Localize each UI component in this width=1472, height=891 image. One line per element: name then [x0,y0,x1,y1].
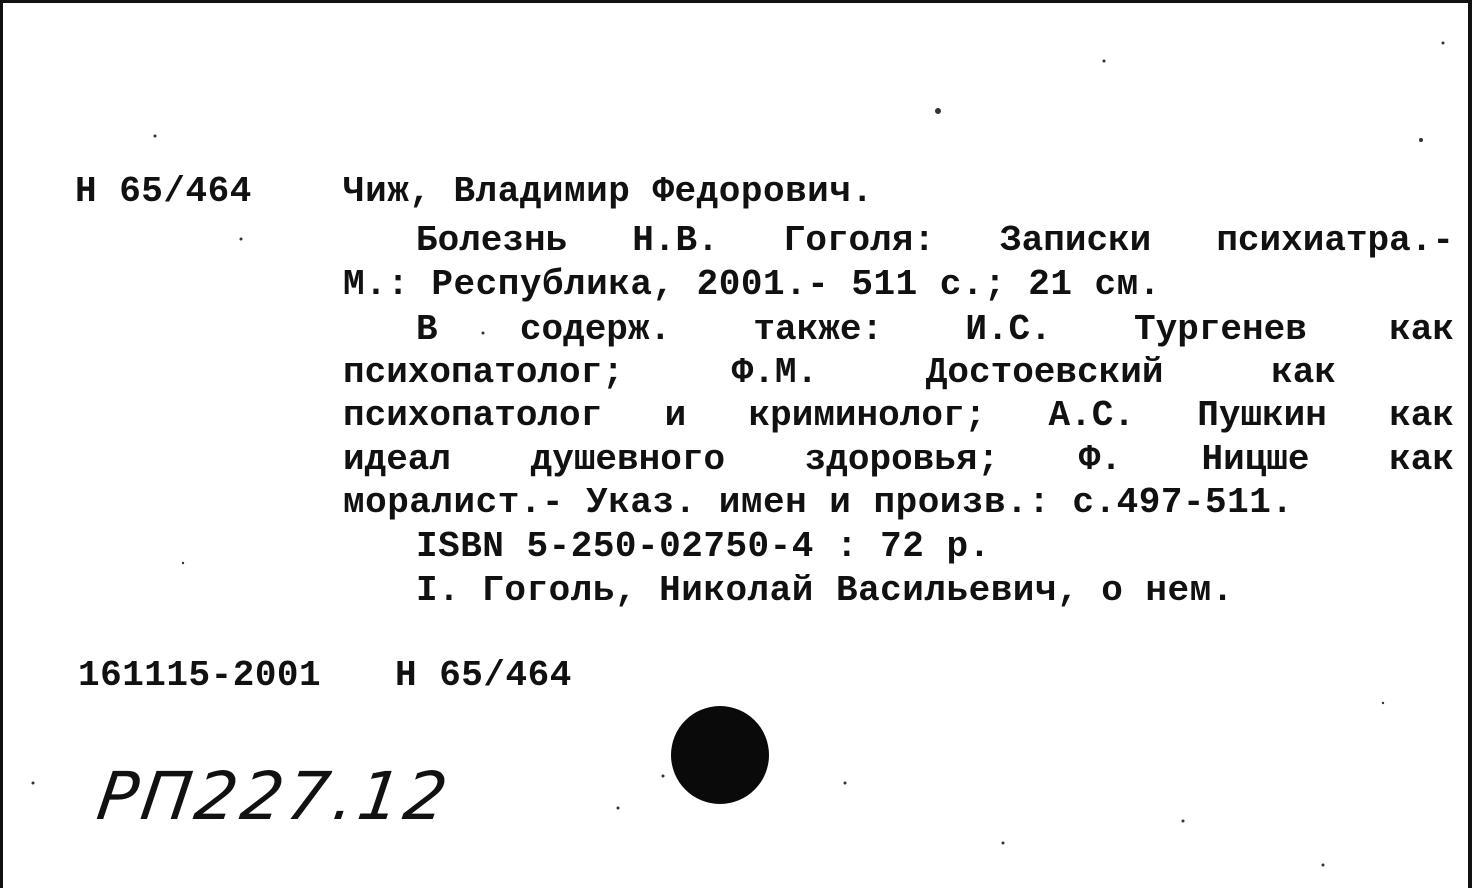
contents-word: Ф. [1078,439,1122,480]
handwritten-shelf-mark: РП227.12 [92,758,456,835]
contents-word: как [1389,439,1454,480]
contents-line-5: моралист.- Указ. имен и произв.: с.497-511. [343,482,1294,523]
contents-word: как [1389,309,1454,350]
contents-word: также: [753,309,884,350]
contents-word: Ф.М. [731,352,819,393]
contents-word: психопатолог [343,395,603,436]
title-word: Записки [1000,220,1152,261]
imprint-line: М.: Республика, 2001.- 511 с.; 21 см. [343,264,1161,305]
contents-word: душевного [530,439,726,480]
control-number: 161115-2001 [78,655,322,696]
title-word: психиатра.- [1216,220,1454,261]
contents-line-4 [343,439,1454,480]
contents-word: В [416,309,438,350]
contents-word: содерж. [519,309,672,350]
contents-line-3 [343,395,1454,436]
contents-word: психопатолог; [343,352,624,393]
title-word: Н.В. [632,220,719,261]
contents-word: и [664,395,687,436]
contents-word: Ницше [1201,439,1310,480]
contents-line-2 [343,352,1336,393]
subject-heading: I. Гоголь, Николай Васильевич, о нем. [416,570,1234,611]
contents-word: Пушкин [1197,395,1327,436]
contents-word: здоровья; [804,439,1000,480]
isbn-price: ISBN 5-250-02750-4 : 72 р. [416,526,991,567]
contents-word: криминолог; [748,395,987,436]
author-heading: Чиж, Владимир Федорович. [343,171,874,212]
call-number: Н 65/464 [75,171,252,212]
contents-word: И.С. [965,309,1052,350]
contents-word: идеал [343,439,452,480]
title-word: Болезнь [416,220,568,261]
call-number-bottom: Н 65/464 [395,655,572,696]
title-line-1 [416,220,1454,261]
contents-word: Достоевский [925,352,1164,393]
contents-word: Тургенев [1134,309,1307,350]
contents-word: как [1271,352,1336,393]
contents-word: как [1389,395,1454,436]
punch-hole [671,706,769,804]
contents-word: А.С. [1048,395,1135,436]
title-word: Гоголя: [783,220,935,261]
contents-line-1 [416,309,1454,350]
